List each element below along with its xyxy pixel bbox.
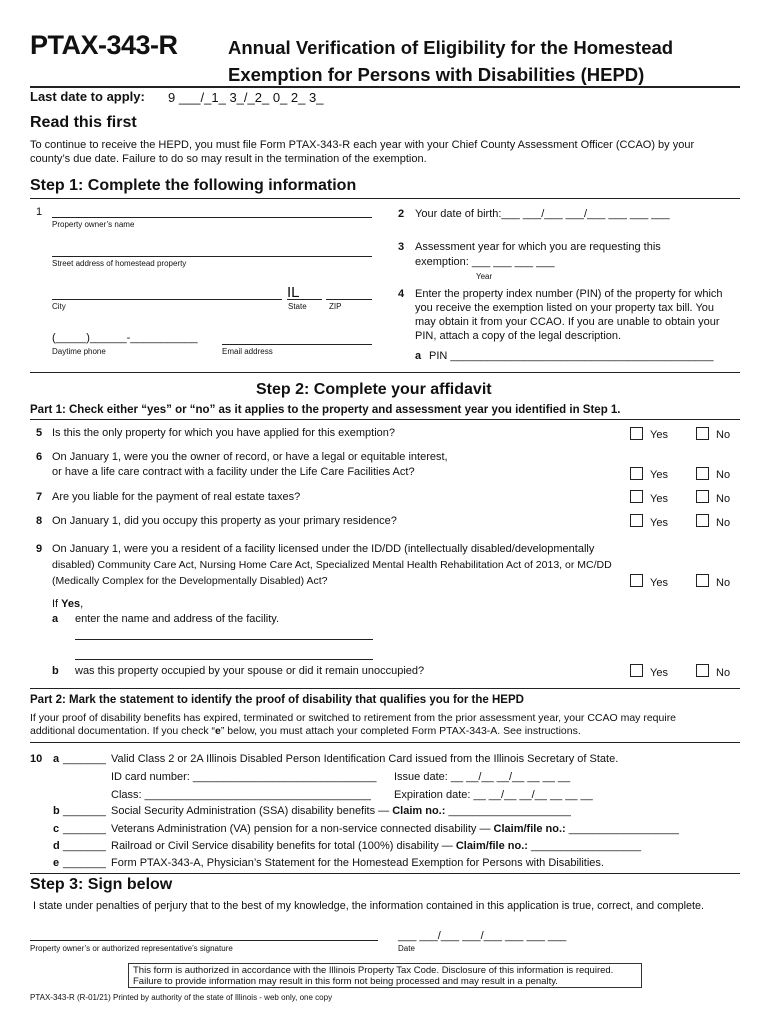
header-rule [30, 86, 740, 88]
q9b-yes-label: Yes [650, 667, 668, 679]
part2-text-2 [30, 725, 581, 737]
q10d-bold: Claim/file no.: [455, 840, 528, 852]
pin-text-3: may obtain it from your CCAO. If you are unable to obtain your [415, 316, 720, 328]
last-date-value[interactable]: 9 ___/_1_ 3_/_2_ 0_ 2_ 3_ [168, 90, 324, 105]
pin-text-1: Enter the property index number (PIN) of the property for which [415, 288, 723, 300]
q8-yes-checkbox[interactable] [630, 514, 643, 527]
owner-name-line[interactable] [52, 217, 372, 218]
part1-rule [30, 419, 740, 420]
q10c-letter: c [53, 823, 60, 835]
phone-field[interactable]: (_____)______-___________ [52, 332, 198, 344]
part2-heading: Part 2: Mark the statement to identify the proof of disability that qualifies you for the HEPD [30, 694, 524, 706]
q10c-bold: Claim/file no.: [493, 823, 566, 835]
q8-no-label: No [716, 517, 731, 529]
form-code: PTAX-343-R (R-01/21) Printed by authority of the state of Illinois - web only, one copy [30, 993, 333, 1002]
q10a-blank[interactable]: _______ [63, 753, 106, 765]
q10c-blank[interactable]: _______ [63, 823, 106, 835]
id-card-number-field[interactable]: ID card number: ______________________________ [111, 771, 377, 783]
q6-text-1: On January 1, were you the owner of record, or have a legal or equitable interest, [52, 451, 448, 463]
zip-line[interactable] [326, 299, 372, 300]
facility-name-line[interactable] [75, 639, 373, 640]
q9-text-1: On January 1, were you a resident of a facility licensed under the ID/DD (intellectually disabled/developmentally [52, 543, 595, 555]
q10b-text [111, 805, 571, 817]
q6-number: 6 [36, 451, 43, 463]
city-line[interactable] [52, 299, 282, 300]
q8-no-checkbox[interactable] [696, 514, 709, 527]
expiration-date-field[interactable]: Expiration date: __ __/__ __/__ __ __ __ [394, 789, 593, 801]
q9a-letter: a [52, 613, 59, 625]
class-field[interactable]: Class: _____________________________________ [111, 789, 371, 801]
read-first-text-1: To continue to receive the HEPD, you must file Form PTAX-343-R each year with your Chief County Assessment Officer (CCAO) by your [30, 139, 695, 151]
step3-statement: I state under penalties of perjury that to the best of my knowledge, the information contained in this application is true, correct, and complete. [33, 900, 704, 912]
step1-bottom-rule [30, 372, 740, 373]
part2-text-1: If your proof of disability benefits has expired, terminated or switched to retirement from the prior assessment year, your CCAO may require [30, 712, 677, 724]
q9-text-2: disabled) Community Care Act, Nursing Home Care Act, Specialized Mental Health Rehabilitation Act of 2013, or MC/DD [52, 559, 612, 571]
part1-heading: Part 1: Check either “yes” or “no” as it applies to the property and assessment year you identified in Step 1. [30, 404, 621, 416]
item-1-number: 1 [36, 206, 43, 218]
q9-no-checkbox[interactable] [696, 574, 709, 587]
q5-yes-checkbox[interactable] [630, 427, 643, 440]
q6-no-checkbox[interactable] [696, 467, 709, 480]
last-date-label: Last date to apply: [30, 89, 145, 104]
q9-yes-label: Yes [650, 577, 668, 589]
email-label: Email address [222, 347, 273, 356]
q5-number: 5 [36, 427, 43, 439]
step1-heading: Step 1: Complete the following information [30, 177, 357, 194]
q10b-letter: b [53, 805, 60, 817]
q6-text-2: or have a life care contract with a facility under the Life Care Facilities Act? [52, 466, 415, 478]
signature-date-field[interactable]: ___ ___/___ ___/___ ___ ___ ___ [398, 930, 567, 942]
part2-text-2-pre: additional documentation. If you check “ [30, 725, 216, 737]
q10d-post[interactable]: __________________ [527, 840, 642, 852]
step1-rule [30, 198, 740, 199]
q6-no-label: No [716, 469, 731, 481]
if-yes-label [52, 598, 83, 610]
q7-yes-checkbox[interactable] [630, 490, 643, 503]
step2-bottom-rule [30, 873, 740, 874]
q10b-blank[interactable]: _______ [63, 805, 106, 817]
step3-heading: Step 3: Sign below [30, 876, 173, 893]
q9-no-label: No [716, 577, 731, 589]
q10e-blank[interactable]: _______ [63, 857, 106, 869]
q9b-text: was this property occupied by your spouse or did it remain unoccupied? [75, 665, 425, 677]
q6-yes-label: Yes [650, 469, 668, 481]
owner-name-label: Property owner’s name [52, 220, 135, 229]
privacy-notice-2: Failure to provide information may result in this form not being processed and may result in a penalty. [133, 976, 558, 987]
privacy-notice-1: This form is authorized in accordance with the Illinois Property Tax Code. Disclosure of this information is required. [133, 965, 614, 976]
q10e-letter: e [53, 857, 60, 869]
q5-text: Is this the only property for which you have applied for this exemption? [52, 427, 396, 439]
q8-yes-label: Yes [650, 517, 668, 529]
q7-no-label: No [716, 493, 731, 505]
q10a-letter: a [53, 753, 60, 765]
q9a-text: enter the name and address of the facility. [75, 613, 280, 625]
form-id: PTAX-343-R [30, 30, 178, 60]
email-line[interactable] [222, 344, 372, 345]
q9-text-3: (Medically Complex for the Developmentally Disabled) Act? [52, 575, 328, 587]
q10b-pre: Social Security Administration (SSA) disability benefits — [111, 805, 393, 817]
q5-yes-label: Yes [650, 429, 668, 441]
item-2-number: 2 [398, 208, 405, 220]
if-yes-bold: Yes [61, 598, 81, 610]
issue-date-field[interactable]: Issue date: __ __/__ __/__ __ __ __ [394, 771, 571, 783]
q10c-pre: Veterans Administration (VA) pension for a non-service connected disability — [111, 823, 494, 835]
form-title-line1: Annual Verification of Eligibility for the Homestead [228, 37, 674, 58]
pin-a-letter: a [415, 350, 422, 362]
signature-label: Property owner’s or authorized representative’s signature [30, 944, 233, 953]
assessment-year-field[interactable]: exemption: ___ ___ ___ ___ [415, 256, 555, 268]
part2-rule [30, 742, 740, 743]
city-label: City [52, 302, 66, 311]
q10-number: 10 [30, 753, 43, 765]
read-first-heading: Read this first [30, 114, 137, 131]
assessment-year-text-1: Assessment year for which you are requesting this [415, 241, 661, 253]
form-title-line2: Exemption for Persons with Disabilities (HEPD) [228, 64, 645, 85]
q10d-pre: Railroad or Civil Service disability benefits for total (100%) disability — [111, 840, 456, 852]
date-label: Date [398, 944, 415, 953]
year-label: Year [476, 272, 493, 281]
street-address-label: Street address of homestead property [52, 259, 187, 268]
q10c-text [111, 823, 679, 835]
item-4-number: 4 [398, 288, 405, 300]
q7-no-checkbox[interactable] [696, 490, 709, 503]
state-label: State [288, 302, 307, 311]
read-first-text-2: county’s due date. Failure to do so may result in the termination of the exemption. [30, 153, 427, 165]
pin-text-2: you receive the exemption listed on your property tax bill. You [415, 302, 715, 314]
q10d-letter: d [53, 840, 60, 852]
zip-label: ZIP [329, 302, 342, 311]
q10d-text [111, 840, 641, 852]
state-line[interactable] [287, 299, 322, 300]
q8-text: On January 1, did you occupy this property as your primary residence? [52, 515, 397, 527]
q7-number: 7 [36, 491, 43, 503]
if-yes-prefix: If [52, 598, 62, 610]
step2-heading: Step 2: Complete your affidavit [256, 381, 492, 398]
pin-text-4: PIN, attach a copy of the legal description. [415, 330, 622, 342]
q8-number: 8 [36, 515, 43, 527]
q9b-no-label: No [716, 667, 731, 679]
q10a-text: Valid Class 2 or 2A Illinois Disabled Person Identification Card issued from the Illinois Secretary of State. [111, 753, 619, 765]
q9-number: 9 [36, 543, 43, 555]
date-of-birth-field[interactable]: Your date of birth:___ ___/___ ___/___ ___ ___ ___ [415, 208, 670, 220]
q10c-post[interactable]: __________________ [565, 823, 679, 835]
q5-no-checkbox[interactable] [696, 427, 709, 440]
facility-address-line[interactable] [75, 659, 373, 660]
q10b-bold: Claim no.: [392, 805, 446, 817]
q7-text: Are you liable for the payment of real estate taxes? [52, 491, 301, 503]
q9b-yes-checkbox[interactable] [630, 664, 643, 677]
q9b-no-checkbox[interactable] [696, 664, 709, 677]
pin-field[interactable]: PIN ___________________________________________ [429, 350, 714, 362]
q6-yes-checkbox[interactable] [630, 467, 643, 480]
q9b-letter: b [52, 665, 59, 677]
q5-no-label: No [716, 429, 731, 441]
part1-bottom-rule [30, 688, 740, 689]
q9-yes-checkbox[interactable] [630, 574, 643, 587]
q10b-post[interactable]: ____________________ [445, 805, 571, 817]
q10d-blank[interactable]: _______ [63, 840, 106, 852]
q7-yes-label: Yes [650, 493, 668, 505]
state-value: IL [287, 284, 300, 301]
q10e-text: Form PTAX-343-A, Physician’s Statement for the Homestead Exemption for Persons with Disabilities. [111, 857, 604, 869]
part2-text-2-e: e [215, 725, 221, 737]
item-3-number: 3 [398, 241, 405, 253]
part2-text-2-post: ” below, you must attach your completed Form PTAX-343-A. See instructions. [220, 725, 581, 737]
street-address-line[interactable] [52, 256, 372, 257]
if-yes-suffix: , [80, 598, 84, 610]
phone-label: Daytime phone [52, 347, 106, 356]
signature-line[interactable] [30, 940, 378, 941]
